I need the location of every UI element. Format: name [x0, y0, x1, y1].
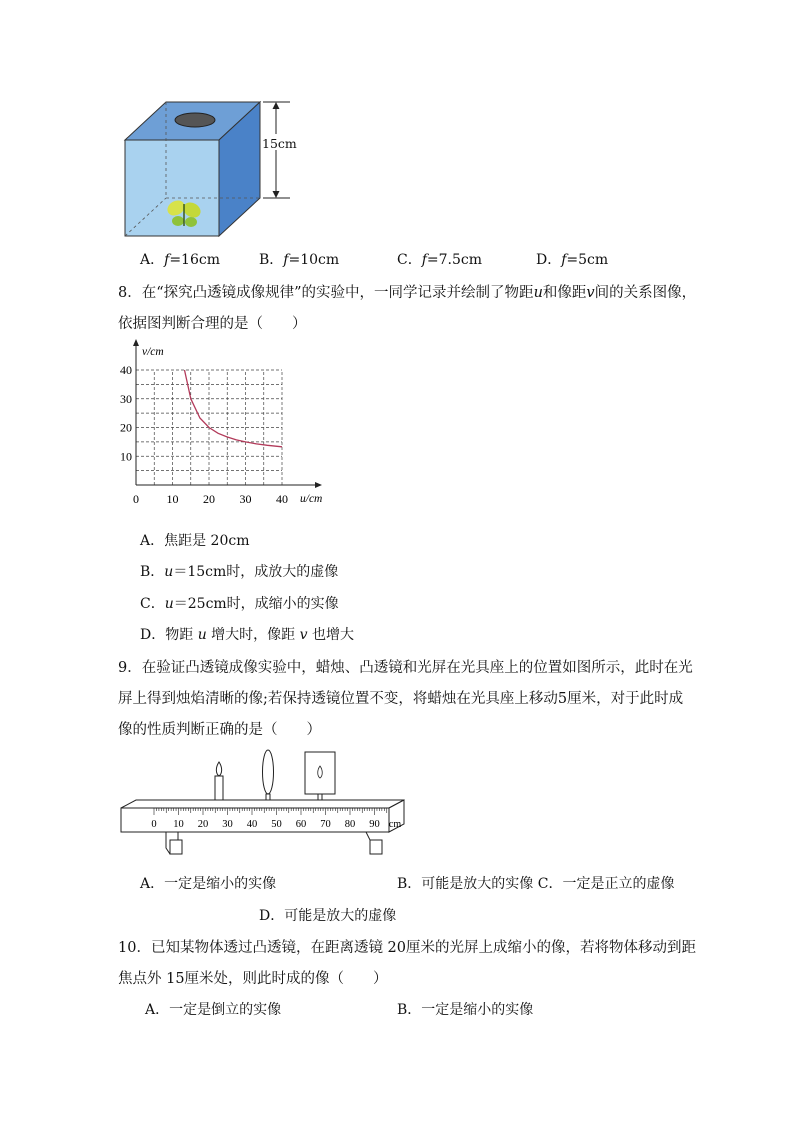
q9-option-d[interactable]: D．可能是放大的虚像: [259, 908, 397, 924]
x-axis-arrow: [315, 482, 322, 488]
q10-stem-line1: 10．已知某物体透过凸透镜，在距离透镜 20厘米的光屏上成缩小的像，若将物体移动到距: [118, 940, 697, 956]
hole-icon: [175, 113, 215, 127]
ruler-tick-label: 40: [246, 819, 258, 830]
q8-option-d[interactable]: D．物距 u 增大时，像距 v 也增大: [140, 627, 354, 643]
q7-option-c[interactable]: C．f=7.5cm: [397, 252, 483, 268]
q8-option-b[interactable]: B．u＝15cm时，成放大的虚像: [140, 564, 339, 580]
q9-option-bc[interactable]: B．可能是放大的实像 C．一定是正立的虚像: [397, 876, 675, 892]
dimension-label: 15cm: [262, 136, 297, 151]
uv-chart: [112, 338, 334, 518]
x-axis-label: u/cm: [300, 493, 323, 505]
q9-stem-line1: 9．在验证凸透镜成像实验中，蜡烛、凸透镜和光屏在光具座上的位置如图所示，此时在光: [118, 660, 693, 676]
x-tick-label: 10: [166, 492, 179, 506]
x-tick-label: 30: [239, 492, 252, 506]
q9-stem-line2: 屏上得到烛焰清晰的像;若保持透镜位置不变，将蜡烛在光具座上移动5厘米，对于此时成: [118, 691, 684, 707]
y-tick-label: 30: [120, 391, 132, 406]
q8-stem-line1: 8．在“探究凸透镜成像规律”的实验中，一同学记录并绘制了物距u和像距v间的关系图像，: [118, 285, 697, 301]
y-axis-arrow: [133, 339, 139, 346]
ruler-tick-label: 10: [173, 819, 184, 830]
y-tick-label: 20: [120, 420, 132, 435]
ruler-tick-label: 0: [151, 819, 157, 830]
x-tick-label: 20: [203, 492, 215, 506]
q8-option-a[interactable]: A．焦距是 20cm: [140, 533, 250, 549]
q7-option-d[interactable]: D．f=5cm: [536, 252, 609, 268]
x-tick-label: 0: [133, 492, 139, 506]
y-tick-label: 40: [120, 363, 132, 377]
q7-option-a[interactable]: A．f=16cm: [140, 252, 220, 268]
y-axis-label: v/cm: [142, 346, 164, 358]
q10-stem-line2: 焦点外 15厘米处，则此时成的像（ ）: [118, 971, 388, 987]
optical-bench: [118, 748, 408, 860]
box-diagram: [118, 96, 308, 242]
ruler-tick-label: 50: [271, 819, 282, 830]
q9-option-a[interactable]: A．一定是缩小的实像: [140, 876, 277, 892]
box-front-face: [125, 140, 219, 236]
y-tick-label: 10: [120, 449, 132, 464]
q7-option-b[interactable]: B．f=10cm: [259, 252, 340, 268]
ruler-tick-label: 20: [197, 819, 209, 830]
q10-option-a[interactable]: A．一定是倒立的实像: [145, 1002, 282, 1018]
q10-option-b[interactable]: B．一定是缩小的实像: [397, 1002, 534, 1018]
series-line: [185, 370, 283, 447]
ruler-tick-label: 70: [320, 819, 331, 830]
q8-option-c[interactable]: C．u＝25cm时，成缩小的实像: [140, 596, 339, 612]
q9-stem-line3: 像的性质判断正确的是（ ）: [118, 722, 321, 738]
ruler-tick-label: 90: [369, 819, 380, 830]
q8-stem-line2: 依据图判断合理的是（ ）: [118, 316, 307, 332]
ruler-tick-label: 80: [344, 819, 356, 830]
x-tick-label: 40: [276, 492, 288, 506]
ruler-tick-label: 60: [295, 819, 307, 830]
ruler-tick-label: 30: [222, 819, 233, 830]
ruler-unit-label: cm: [388, 819, 402, 830]
